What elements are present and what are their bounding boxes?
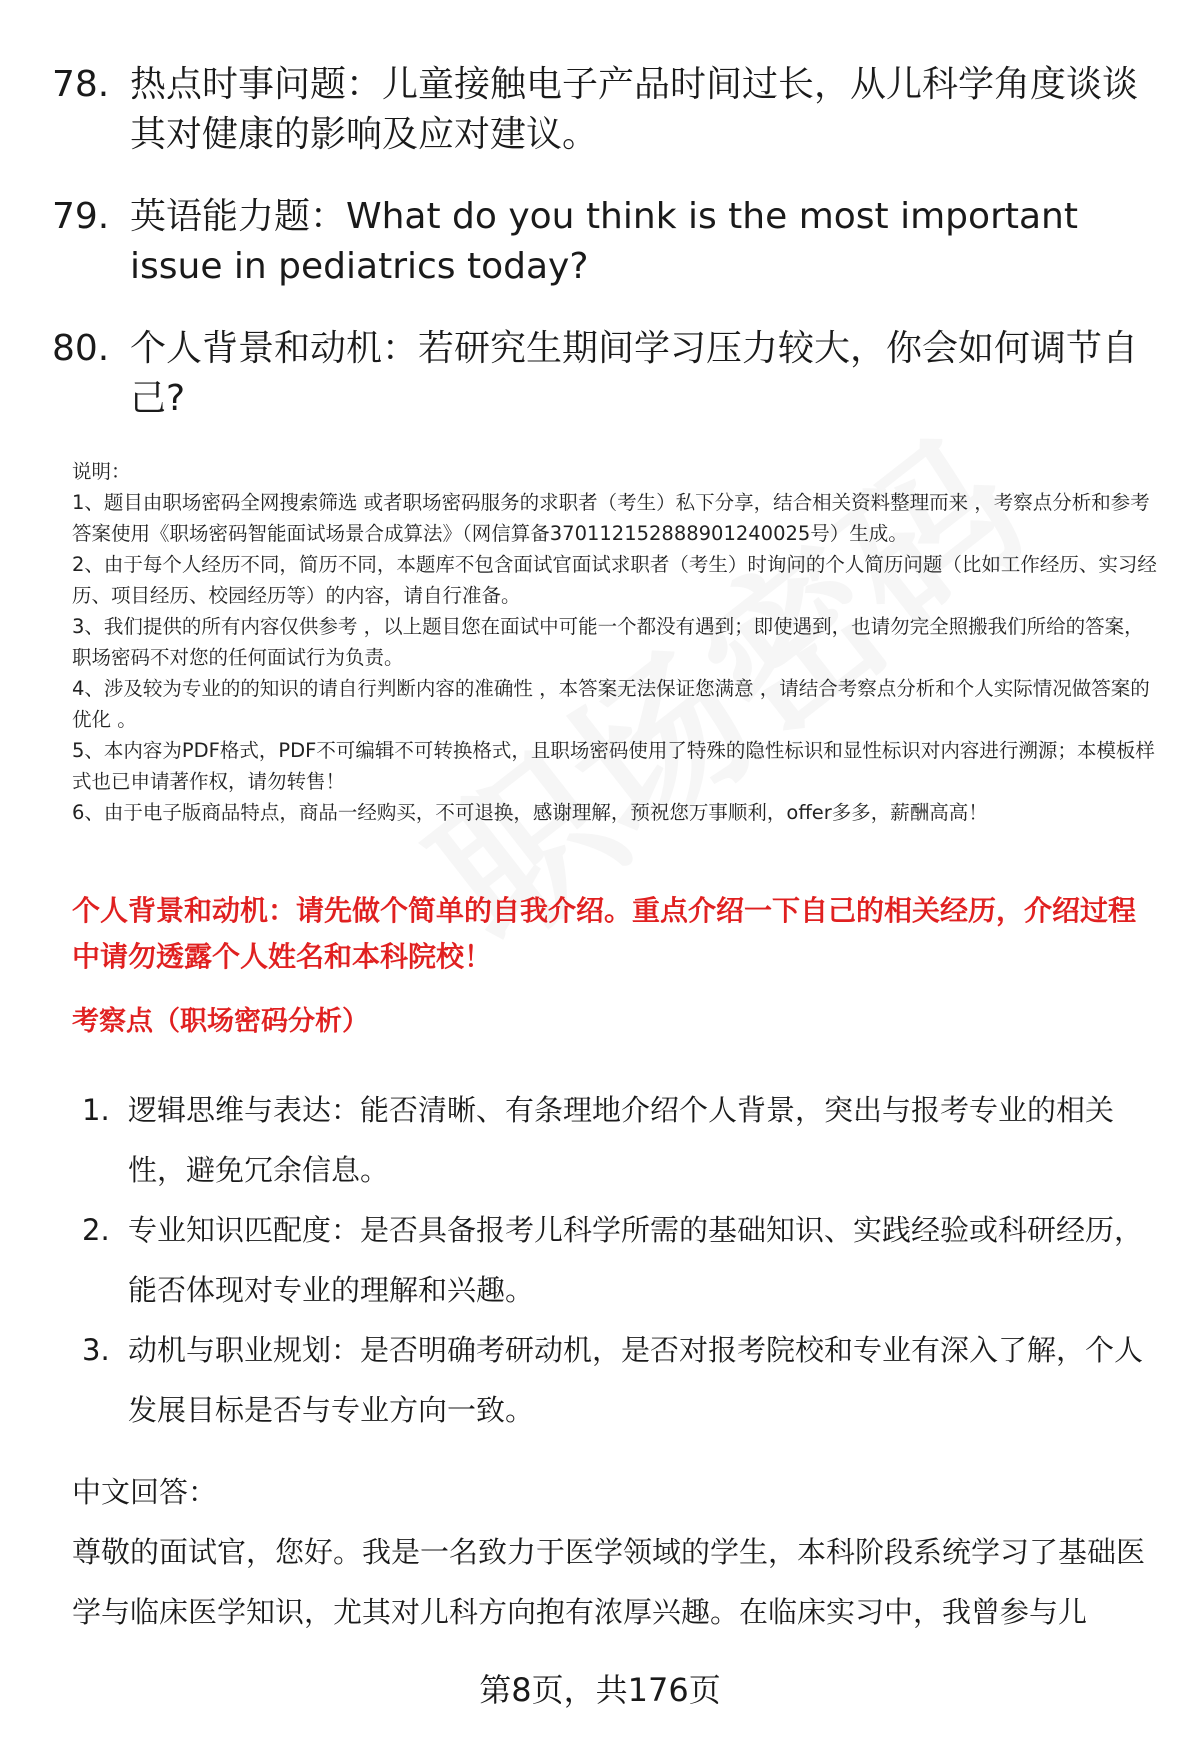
answer-label: 中文回答： (72, 1475, 218, 1509)
point-number: 1. (82, 1093, 110, 1127)
analysis-point (82, 1320, 1162, 1440)
question-78 (52, 60, 1152, 160)
note-item: 5、本内容为PDF格式，PDF不可编辑不可转换格式，且职场密码使用了特殊的隐性标识和显性标识对内容进行溯源；本模板样式也已申请著作权，请勿转售！ (72, 739, 1155, 793)
note-item: 2、由于每个人经历不同，简历不同，本题库不包含面试官面试求职者（考生）时询问的个人简历问题（比如工作经历、实习经历、项目经历、校园经历等）的内容，请自行准备。 (72, 553, 1157, 607)
note-item: 3、我们提供的所有内容仅供参考 ，以上题目您在面试中可能一个都没有遇到；即使遇到，也请勿完全照搬我们所给的答案，职场密码不对您的任何面试行为负责。 (72, 615, 1144, 669)
current-question-heading: 个人背景和动机：请先做个简单的自我介绍。重点介绍一下自己的相关经历，介绍过程中请勿透露个人姓名和本科院校！ (72, 894, 1137, 973)
note-item: 1、题目由职场密码全网搜索筛选 或者职场密码服务的求职者（考生）私下分享，结合相关资料整理而来 ，考察点分析和参考答案使用《职场密码智能面试场景合成算法》（网信算备370112152888901240025号）生成。 (72, 491, 1150, 545)
question-text: 个人背景和动机：若研究生期间学习压力较大，你会如何调节自己? (130, 328, 1139, 419)
analysis-point (82, 1200, 1162, 1320)
question-79 (52, 192, 1152, 292)
notes-title: 说明： (72, 460, 131, 483)
note-item: 4、涉及较为专业的的知识的请自行判断内容的准确性 ，本答案无法保证您满意 ，请结合考察点分析和个人实际情况做答案的优化 。 (72, 677, 1150, 731)
question-80 (52, 324, 1152, 424)
analysis-points (82, 1080, 1162, 1440)
question-number: 80. (52, 328, 110, 369)
analysis-point (82, 1080, 1162, 1200)
point-text: 逻辑思维与表达：能否清晰、有条理地介绍个人背景，突出与报考专业的相关性，避免冗余信息。 (128, 1093, 1115, 1187)
question-text: 英语能力题：What do you think is the most important issue in pediatrics today? (130, 196, 1078, 287)
point-text: 专业知识匹配度：是否具备报考儿科学所需的基础知识、实践经验或科研经历，能否体现对专业的理解和兴趣。 (128, 1213, 1144, 1307)
page-footer: 第8页，共176页 (479, 1671, 721, 1709)
note-item: 6、由于电子版商品特点，商品一经购买，不可退换，感谢理解，预祝您万事顺利，offer多多，薪酬高高！ (72, 801, 988, 824)
analysis-heading: 考察点（职场密码分析） (72, 1006, 369, 1037)
question-number: 79. (52, 196, 110, 237)
notes-section (72, 456, 1162, 828)
point-number: 3. (82, 1333, 110, 1367)
answer-text: 尊敬的面试官，您好。我是一名致力于医学领域的学生，本科阶段系统学习了基础医学与临床医学知识，尤其对儿科方向抱有浓厚兴趣。在临床实习中，我曾参与儿 (72, 1535, 1146, 1629)
point-text: 动机与职业规划：是否明确考研动机，是否对报考院校和专业有深入了解，个人发展目标是否与专业方向一致。 (128, 1333, 1144, 1427)
point-number: 2. (82, 1213, 110, 1247)
question-text: 热点时事问题：儿童接触电子产品时间过长，从儿科学角度谈谈其对健康的影响及应对建议。 (130, 64, 1139, 155)
question-number: 78. (52, 64, 110, 105)
